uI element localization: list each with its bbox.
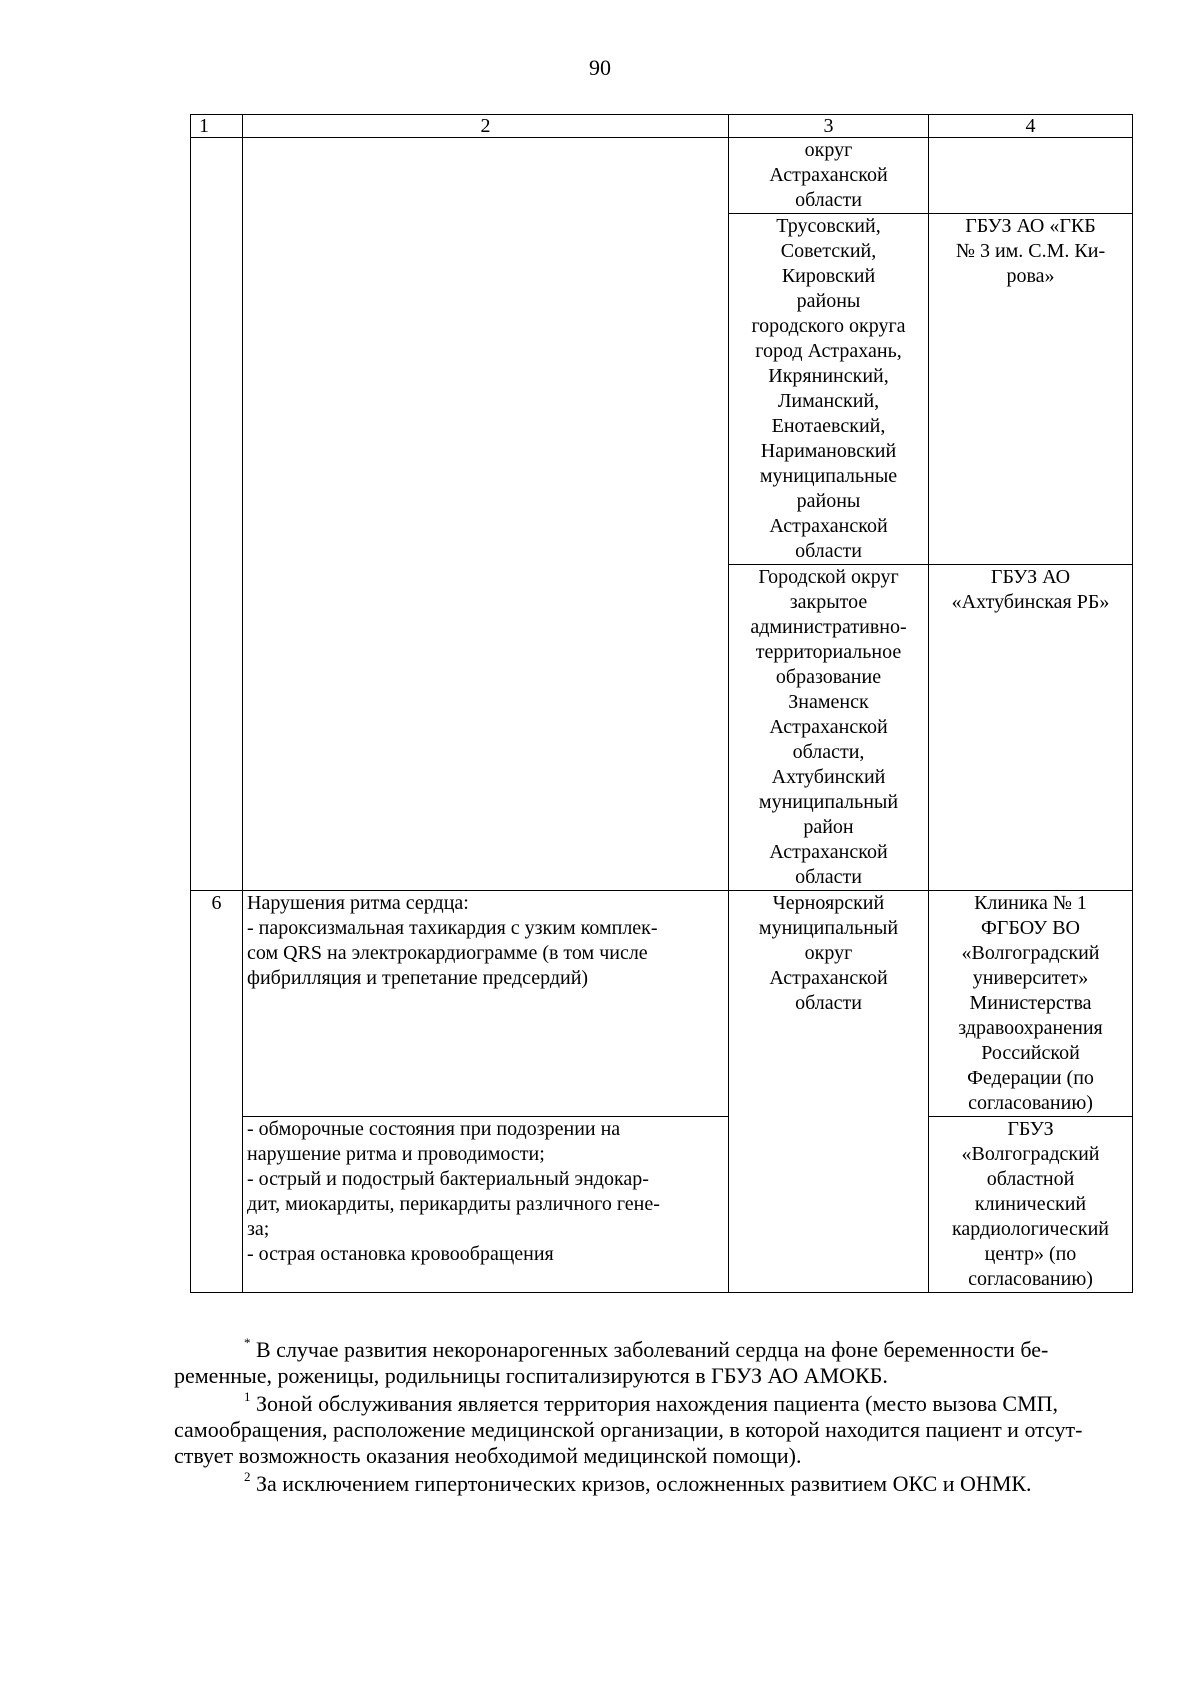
cell-line: город Астрахань, xyxy=(755,340,902,362)
footnote-asterisk xyxy=(174,1334,1146,1389)
cell-line: области xyxy=(795,189,862,211)
cell-line: согласованию) xyxy=(968,1092,1093,1114)
footnotes xyxy=(174,1334,1146,1499)
cell-organization xyxy=(929,565,1133,891)
cell-line: рова» xyxy=(1006,265,1055,287)
cell-line: муниципальные xyxy=(759,465,898,487)
cell-line: районы xyxy=(796,290,861,312)
cell-line: Российской xyxy=(981,1042,1080,1064)
header-col-2: 2 xyxy=(243,115,729,138)
cell-line: ФГБОУ ВО xyxy=(981,917,1080,939)
cell-line: Енотаевский, xyxy=(771,415,886,437)
cell-line: Кировский xyxy=(781,265,876,287)
cell-diagnosis xyxy=(243,891,729,1117)
cell-line: сом QRS на электрокардиограмме (в том числе xyxy=(247,942,648,964)
cell-line: округ xyxy=(804,942,853,964)
cell-line: «Волгоградский xyxy=(961,1143,1100,1165)
cell-zone xyxy=(729,214,929,565)
page-number: 90 xyxy=(589,55,611,80)
cell-line: «Волгоградский xyxy=(961,942,1100,964)
footnote-text: ременные, роженицы, родильницы госпитализируются в ГБУЗ АО АМОКБ. xyxy=(174,1363,888,1388)
cell-line: Городской округ xyxy=(758,566,899,588)
cell-line: Клиника № 1 xyxy=(974,892,1087,914)
footnote-text: ствует возможность оказания необходимой медицинской помощи). xyxy=(174,1443,802,1468)
cell-line: областной xyxy=(986,1168,1075,1190)
cell-line: области xyxy=(795,866,862,888)
header-col-3: 3 xyxy=(729,115,929,138)
cell-line: административно- xyxy=(750,616,907,638)
footnote-text: самообращения, расположение медицинской организации, в которой находится пациент и отсут- xyxy=(174,1417,1083,1442)
cell-line: ГБУЗ АО «ГКБ xyxy=(965,215,1096,237)
cell-line: городского округа xyxy=(751,315,906,337)
cell-line: Трусовский, xyxy=(776,215,881,237)
cell-line: Астраханской xyxy=(769,716,888,738)
cell-line: Наримановский xyxy=(760,440,897,462)
cell-zone xyxy=(729,891,929,1293)
cell-organization xyxy=(929,891,1133,1117)
cell-line: Черноярский xyxy=(772,892,885,914)
cell-number-empty xyxy=(191,138,243,891)
cell-line: ГБУЗ АО xyxy=(990,566,1071,588)
cell-line: «Ахтубинская РБ» xyxy=(951,591,1110,613)
footnote-text: Зоной обслуживания является территория нахождения пациента (место вызова СМП, xyxy=(256,1391,1059,1416)
cell-line: за; xyxy=(247,1218,270,1240)
table-row xyxy=(191,138,1133,214)
cell-line: Министерства xyxy=(969,992,1092,1014)
cell-line: Советский, xyxy=(780,240,877,262)
cell-zone xyxy=(729,565,929,891)
cell-organization xyxy=(929,1117,1133,1293)
cell-line: кардиологический xyxy=(952,1218,1109,1240)
cell-line: Федерации (по xyxy=(967,1067,1094,1089)
cell-line: Астраханской xyxy=(769,841,888,863)
cell-line: клинический xyxy=(974,1193,1087,1215)
cell-line: Астраханской xyxy=(769,164,888,186)
cell-line: - острая остановка кровообращения xyxy=(247,1243,554,1265)
cell-line: нарушение ритма и проводимости; xyxy=(247,1143,545,1165)
footnote-1 xyxy=(174,1388,1146,1469)
cell-organization-empty xyxy=(929,138,1133,214)
cell-organization xyxy=(929,214,1133,565)
cell-line: муниципальный xyxy=(758,791,899,813)
cell-line: Нарушения ритма сердца: xyxy=(247,892,469,914)
cell-diagnosis-empty xyxy=(243,138,729,891)
table-row xyxy=(191,1117,1133,1293)
footnote-mark: * xyxy=(244,1334,251,1350)
cell-line: округ xyxy=(804,139,853,161)
cell-line: ГБУЗ xyxy=(1007,1118,1054,1140)
footnote-text: В случае развития некоронарогенных заболеваний сердца на фоне беременности бе- xyxy=(256,1337,1049,1362)
footnote-2 xyxy=(174,1468,1146,1497)
cell-line: закрытое xyxy=(789,591,868,613)
cell-line: Астраханской xyxy=(769,515,888,537)
cell-zone xyxy=(729,138,929,214)
cell-line: Ахтубинский xyxy=(771,766,886,788)
cell-line: территориальное xyxy=(755,641,902,663)
footnote-mark: 1 xyxy=(244,1388,251,1404)
service-zone-table xyxy=(190,114,1133,1293)
cell-line: районы xyxy=(796,490,861,512)
cell-line: Астраханской xyxy=(769,967,888,989)
cell-line: области xyxy=(795,540,862,562)
cell-line: № 3 им. С.М. Ки- xyxy=(955,240,1106,262)
cell-number: 6 xyxy=(191,891,243,1293)
cell-line: университет» xyxy=(972,967,1089,989)
cell-line: Знаменск xyxy=(788,691,869,713)
header-col-1: 1 xyxy=(191,115,243,138)
cell-line: - пароксизмальная тахикардия с узким комплек- xyxy=(247,917,658,939)
cell-line: район xyxy=(803,816,854,838)
table-header-row xyxy=(191,115,1133,138)
footnote-text: За исключением гипертонических кризов, осложненных развитием ОКС и ОНМК. xyxy=(256,1471,1032,1496)
cell-line: здравоохранения xyxy=(958,1017,1103,1039)
cell-line: образование xyxy=(775,666,882,688)
cell-line: дит, миокардиты, перикардиты различного гене- xyxy=(247,1193,660,1215)
cell-line: Икрянинский, xyxy=(768,365,889,387)
cell-line: центр» (по xyxy=(984,1243,1077,1265)
cell-line: муниципальный xyxy=(758,917,899,939)
table-row xyxy=(191,891,1133,1117)
cell-diagnosis xyxy=(243,1117,729,1293)
cell-line: области, xyxy=(792,741,865,763)
cell-line: Лиманский, xyxy=(777,390,880,412)
footnote-mark: 2 xyxy=(244,1468,251,1484)
cell-line: фибрилляция и трепетание предсердий) xyxy=(247,967,589,989)
cell-line: - острый и подострый бактериальный эндокар- xyxy=(247,1168,649,1190)
cell-line: согласованию) xyxy=(968,1268,1093,1290)
header-col-4: 4 xyxy=(929,115,1133,138)
cell-line: области xyxy=(795,992,862,1014)
cell-line: - обморочные состояния при подозрении на xyxy=(247,1118,621,1140)
